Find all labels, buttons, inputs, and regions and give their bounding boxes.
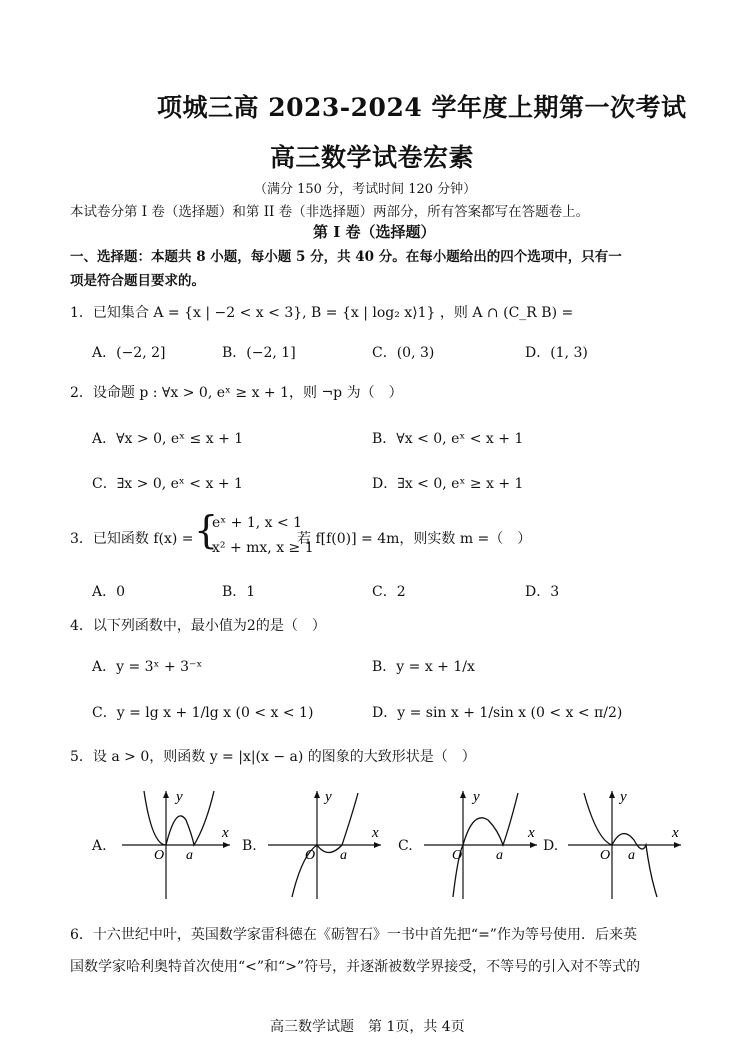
question-4-option-a: A．y = 3ˣ + 3⁻ˣ xyxy=(92,659,203,675)
question-1-option-a: A．(−2, 2] xyxy=(92,345,166,361)
graph-c-x-label: x xyxy=(528,825,535,841)
graph-a-x-label: x xyxy=(222,825,229,841)
exam-subtitle: 高三数学试卷宏素 xyxy=(270,143,475,172)
graph-d-point-label: a xyxy=(628,848,635,863)
section-instruction-2: 项是符合题目要求的。 xyxy=(70,273,205,289)
graph-a-origin-label: O xyxy=(154,848,165,863)
graph-b-origin-label: O xyxy=(305,848,316,863)
graph-b-x-label: x xyxy=(372,825,379,841)
question-1-option-b: B．(−2, 1] xyxy=(222,345,296,361)
question-6-stem-1: 6．十六世纪中叶，英国数学家雷科德在《砺智石》一书中首先把“=”作为等号使用．后来英 xyxy=(70,927,637,943)
graph-d-x-label: x xyxy=(672,825,679,841)
question-5-option-d-label: D. xyxy=(543,838,559,854)
graph-c-point-label: a xyxy=(496,848,503,863)
page-footer: 高三数学试题 第 1页，共 4页 xyxy=(270,1019,465,1035)
question-5-graph-c xyxy=(418,785,543,907)
question-3-stem-prefix: 3．已知函数 f(x) = xyxy=(70,531,194,547)
graph-a-y-label: y xyxy=(176,789,183,805)
graph-c-origin-label: O xyxy=(452,848,463,863)
question-3-option-c: C．2 xyxy=(372,584,406,600)
graph-d-y-label: y xyxy=(620,789,627,805)
section-instruction-1: 一、选择题：本题共 8 小题，每小题 5 分，共 40 分。在每小题给出的四个选项中，只有一 xyxy=(70,249,622,265)
graph-c-y-label: y xyxy=(473,789,480,805)
question-4-option-c: C．y = lg x + 1/lg x (0 < x < 1) xyxy=(92,705,314,721)
question-2-option-a: A．∀x > 0, eˣ ≤ x + 1 xyxy=(92,431,244,447)
section-title: 第 I 卷（选择题） xyxy=(313,223,436,241)
question-3-brace: { xyxy=(194,508,219,552)
question-5-option-b-label: B. xyxy=(242,838,257,854)
graph-a-point-label: a xyxy=(186,848,193,863)
question-5-option-c-label: C. xyxy=(398,838,413,854)
graph-b-point-label: a xyxy=(340,848,347,863)
graph-b-y-label: y xyxy=(325,789,332,805)
question-6-stem-2: 国数学家哈利奥特首次使用“<”和“>”符号，并逐渐被数学界接受，不等号的引入对不等式的 xyxy=(70,959,641,975)
question-3-option-b: B．1 xyxy=(222,584,256,600)
question-1-option-c: C．(0, 3) xyxy=(372,345,435,361)
question-1-option-d: D．(1, 3) xyxy=(525,345,588,361)
exam-title: 项城三高 2023-2024 学年度上期第一次考试 xyxy=(157,93,687,122)
question-5-graph-b xyxy=(262,785,387,907)
question-2-stem: 2．设命题 p : ∀x > 0, eˣ ≥ x + 1，则 ¬p 为（ ） xyxy=(70,385,403,401)
question-5-graph-a xyxy=(116,785,236,907)
question-3-piece-2: x² + mx, x ≥ 1 xyxy=(212,540,314,556)
question-4-option-b: B．y = x + 1/x xyxy=(372,659,475,675)
question-3-option-d: D．3 xyxy=(525,584,560,600)
question-4-option-d: D．y = sin x + 1/sin x (0 < x < π/2) xyxy=(372,705,623,721)
question-1-stem: 1．已知集合 A = {x | −2 < x < 3}, B = {x | log₂ x⟩1} ，则 A ∩ (C_R B) = xyxy=(70,305,574,321)
exam-intro: 本试卷分第 I 卷（选择题）和第 II 卷（非选择题）两部分，所有答案都写在答题卷上。 xyxy=(70,204,590,220)
question-2-option-b: B．∀x < 0, eˣ < x + 1 xyxy=(372,431,524,447)
question-2-option-d: D．∃x < 0, eˣ ≥ x + 1 xyxy=(372,476,524,492)
exam-info: （满分 150 分，考试时间 120 分钟） xyxy=(254,182,477,197)
question-3-option-a: A．0 xyxy=(92,584,126,600)
question-3-piece-1: eˣ + 1, x < 1 xyxy=(212,515,303,531)
question-3-stem-suffix: 若 f[f(0)] = 4m，则实数 m =（ ） xyxy=(297,531,532,547)
graph-d-origin-label: O xyxy=(600,848,611,863)
question-5-option-a-label: A. xyxy=(92,838,107,854)
question-5-stem: 5．设 a > 0，则函数 y = |x|(x − a) 的图象的大致形状是（ ） xyxy=(70,749,476,765)
question-5-graph-d xyxy=(562,785,687,907)
question-4-stem: 4．以下列函数中，最小值为2的是（ ） xyxy=(70,618,326,634)
question-2-option-c: C．∃x > 0, eˣ < x + 1 xyxy=(92,476,243,492)
